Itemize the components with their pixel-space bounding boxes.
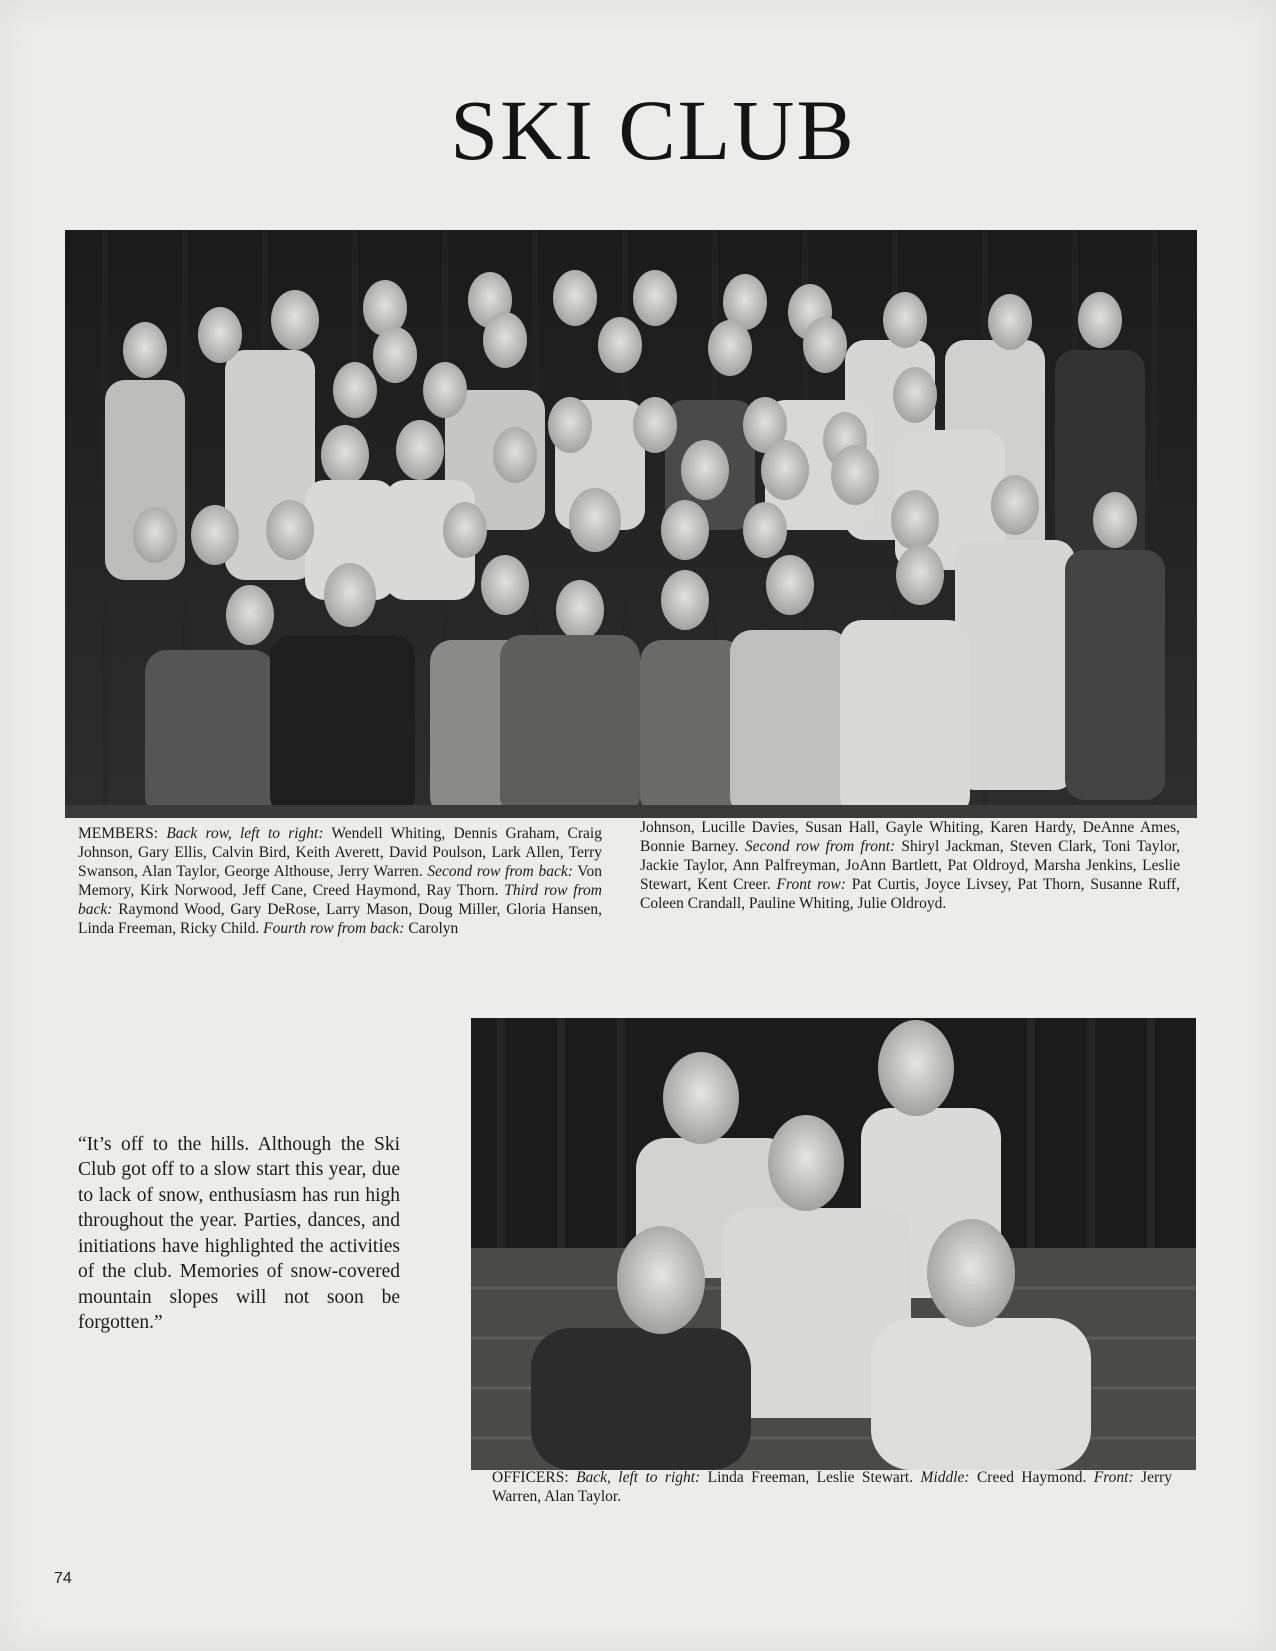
officers-caption-label-back: Back, left to right:	[576, 1469, 701, 1486]
officers-caption-back-names: Linda Freeman, Leslie Stewart.	[700, 1469, 921, 1486]
members-caption-label-second-row-front: Second row from front:	[744, 838, 896, 855]
officers-caption-label-middle: Middle:	[920, 1469, 970, 1486]
officers-photo-image	[471, 1018, 1196, 1470]
page-number: 74	[54, 1570, 72, 1587]
members-caption-second-row-front-names: Shiryl Jackman, Steven Clark, Toni Taylor, Jackie Taylor, Ann Palfreyman, JoAnn Bartlett, Pat Oldroyd, Marsha Jenkins, Leslie Stewart, Kent Creer.	[640, 838, 1180, 893]
members-caption-label-second-row-back: Second row from back:	[427, 863, 573, 880]
officers-caption-middle-names: Creed Haymond.	[969, 1469, 1094, 1486]
officers-group-photo	[471, 1018, 1196, 1470]
members-caption-second-row-back-names: Von Memory, Kirk Norwood, Jeff Cane, Creed Haymond, Ray Thorn.	[78, 863, 602, 899]
members-caption-lead: MEMBERS:	[78, 825, 167, 842]
members-caption-front-row-names: Pat Curtis, Joyce Livsey, Pat Thorn, Susanne Ruff, Coleen Crandall, Pauline Whiting, Julie Oldroyd.	[640, 876, 1180, 912]
officers-caption-front-names: Jerry Warren, Alan Taylor.	[492, 1469, 1173, 1505]
members-caption-back-row-names: Wendell Whiting, Dennis Graham, Craig Johnson, Gary Ellis, Calvin Bird, Keith Averett, David Poulson, Lark Allen, Terry Swanson, Alan Taylor, George Althouse, Jerry Warren.	[78, 825, 602, 880]
members-caption-third-row-back-names: Raymond Wood, Gary DeRose, Larry Mason, Doug Miller, Gloria Hansen, Linda Freeman, Ricky Child.	[78, 901, 602, 937]
members-caption-label-back-row: Back row, left to right:	[166, 825, 324, 842]
officers-caption-lead: OFFICERS:	[492, 1469, 577, 1486]
members-caption-fourth-row-back-rest: Johnson, Lucille Davies, Susan Hall, Gayle Whiting, Karen Hardy, DeAnne Ames, Bonnie Barney.	[640, 819, 1180, 855]
members-caption-fourth-row-back-start: Carolyn	[404, 920, 459, 937]
officers-caption	[492, 1468, 1172, 1506]
members-caption-label-front-row: Front row:	[776, 876, 846, 893]
members-caption-left	[78, 824, 602, 938]
members-caption-right	[640, 818, 1180, 913]
members-group-photo	[65, 230, 1197, 818]
page-title: SKI CLUB	[450, 82, 856, 178]
officers-caption-label-front: Front:	[1093, 1469, 1134, 1486]
club-quote: “It’s off to the hills. Although the Ski Club got off to a slow start this year, due to lack of snow, enthusiasm has run high throughout the year. Parties, dances, and initiations have highlighted the activities of the club. Memories of snow-covered mountain slopes will not soon be forgotten.”	[78, 1133, 400, 1333]
members-photo-image	[65, 230, 1197, 818]
members-caption-label-third-row-back: Third row from back:	[78, 882, 603, 918]
members-caption-label-fourth-row-back: Fourth row from back:	[263, 920, 405, 937]
